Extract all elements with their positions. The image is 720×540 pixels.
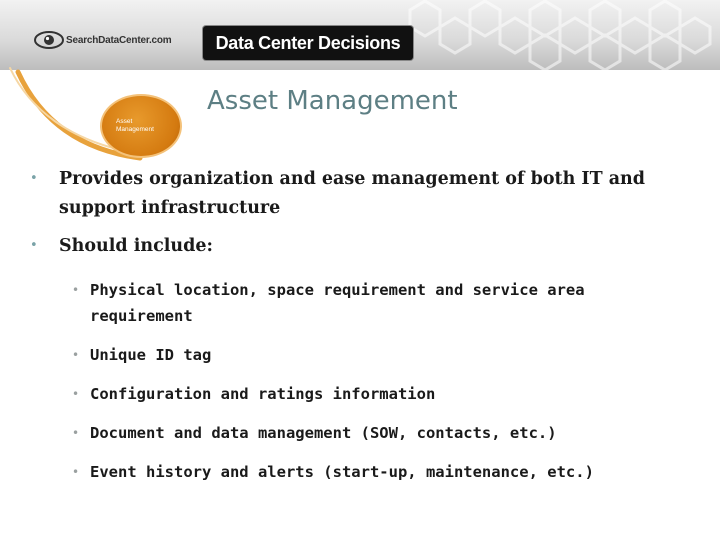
sub-bullet-text: Event history and alerts (start-up, maintenance, etc.)	[90, 463, 594, 481]
sub-bullet-dot-icon: •	[72, 426, 80, 440]
slide-title: Asset Management	[207, 86, 458, 116]
sub-bullet-item	[72, 459, 682, 485]
site-logo	[34, 30, 172, 50]
sub-bullet-item	[72, 342, 682, 368]
bullet-text: Should include:	[59, 236, 213, 256]
logo-text: SearchDataCenter.com	[66, 34, 172, 46]
hexagon-pattern-decoration	[390, 0, 720, 70]
eye-logo-icon	[34, 30, 64, 50]
brand-banner-text: Data Center Decisions	[215, 32, 401, 53]
sub-bullet-dot-icon: •	[72, 465, 80, 479]
sub-bullet-dot-icon: •	[72, 387, 80, 401]
badge-line-2: Management	[116, 126, 154, 133]
bullet-dot-icon: •	[30, 171, 38, 186]
sub-bullet-text: Document and data management (SOW, contacts, etc.)	[90, 424, 557, 442]
sub-bullet-text: Physical location, space requirement and service area requirement	[90, 281, 585, 325]
sub-bullet-text: Configuration and ratings information	[90, 385, 436, 403]
sub-bullet-dot-icon: •	[72, 283, 80, 297]
section-badge	[100, 94, 182, 158]
bullet-text: Provides organization and ease management of both IT and support infrastructure	[59, 169, 646, 218]
bullet-item	[30, 232, 700, 261]
sub-bullet-item	[72, 420, 682, 446]
sub-bullet-text: Unique ID tag	[90, 346, 212, 364]
sub-bullet-dot-icon: •	[72, 348, 80, 362]
sub-bullet-item	[72, 381, 682, 407]
bullet-item	[30, 165, 700, 223]
sub-bullet-item	[72, 277, 682, 329]
brand-banner	[203, 26, 413, 60]
bullet-dot-icon: •	[30, 238, 38, 253]
badge-line-1: Asset	[116, 118, 133, 125]
